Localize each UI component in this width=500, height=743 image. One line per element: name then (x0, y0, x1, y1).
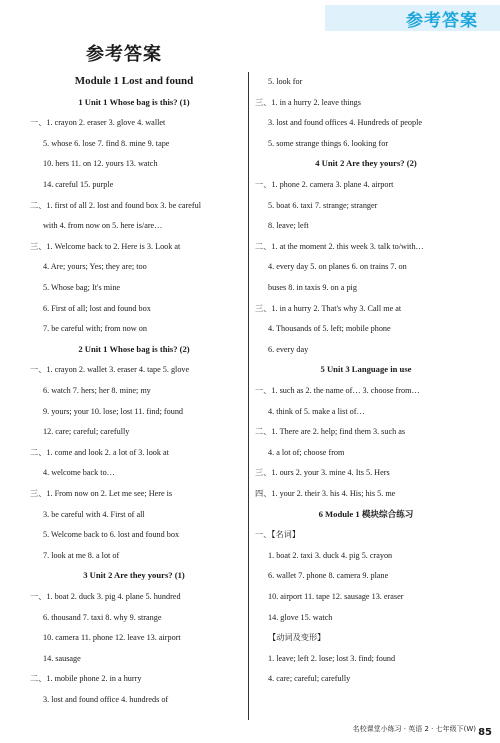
left-answer-line: 一、1. crayon 2. eraser 3. glove 4. wallet (30, 118, 166, 128)
left-answer-line: 一、1. crayon 2. wallet 3. eraser 4. tape 5. glove (30, 365, 190, 375)
left-answer-line: 6. watch 7. hers; her 8. mine; my (43, 386, 151, 395)
right-answer-line: 4. a lot of; choose from (268, 447, 345, 457)
left-answer-line: Module 1 Lost and found (74, 75, 194, 87)
left-answer-line: 14. sausage (43, 653, 81, 663)
right-answer-line: 4. think of 5. make a list of… (268, 406, 365, 416)
left-answer-line: 一、1. boat 2. duck 3. pig 4. plane 5. hundred (30, 592, 181, 601)
left-answer-line: 10. camera 11. phone 12. leave 13. airport (43, 633, 181, 643)
right-answer-line: 1. leave; left 2. lose; lost 3. find; found (268, 653, 396, 663)
left-answer-line: 4. Are; yours; Yes; they are; too (43, 262, 147, 272)
right-answer-line: 5. look for (268, 77, 303, 86)
right-answer-line: 4. Thousands of 5. left; mobile phone (268, 324, 391, 334)
page-number: 85 (478, 727, 492, 738)
right-answer-line: 三、1. in a hurry 2. That's why 3. Call me at (255, 303, 402, 313)
left-answer-line: 12. care; careful; carefully (43, 427, 130, 437)
right-answer-line: 一、【名词】 (255, 530, 301, 540)
left-answer-line: 5. Whose bag; It's mine (43, 283, 121, 292)
right-answer-line: buses 8. in taxis 9. on a pig (268, 283, 357, 292)
right-answer-line: 4 Unit 2 Are they yours? (2) (315, 158, 417, 169)
footer-text: 名校课堂小练习 · 英语 2 · 七年级下(W) (352, 725, 476, 733)
left-answer-line: 10. hers 11. on 12. yours 13. watch (43, 159, 158, 169)
left-answer-line: 3. be careful with 4. First of all (43, 509, 145, 519)
left-answer-line: with 4. from now on 5. here is/are… (43, 221, 163, 231)
right-answer-line: 二、1. at the moment 2. this week 3. talk to/with… (255, 241, 424, 251)
right-answer-line: 4. care; careful; carefully (268, 674, 351, 684)
right-answer-line: 5 Unit 3 Language in use (320, 364, 412, 375)
right-answer-line: 四、1. your 2. their 3. his 4. His; his 5. me (255, 489, 396, 498)
left-answer-line: 7. look at me 8. a lot of (43, 550, 120, 560)
page-title: 参考答案 (86, 44, 162, 65)
right-answer-line: 一、1. phone 2. camera 3. plane 4. airport (255, 180, 394, 189)
right-answer-line: 6. wallet 7. phone 8. camera 9. plane (268, 571, 389, 581)
right-answer-line: 6. every day (268, 344, 309, 354)
left-answer-line: 6. thousand 7. taxi 8. why 9. strange (43, 612, 162, 622)
left-answer-line: 三、1. From now on 2. Let me see; Here is (30, 489, 173, 498)
right-answer-line: 二、1. There are 2. help; find them 3. such as (255, 427, 406, 437)
right-answer-line: 一、1. such as 2. the name of… 3. choose from… (255, 386, 420, 395)
left-answer-line: 二、1. mobile phone 2. in a hurry (30, 674, 142, 684)
right-answer-line: 3. lost and found offices 4. Hundreds of people (268, 118, 423, 128)
left-answer-line: 三、1. Welcome back to 2. Here is 3. Look at (30, 241, 181, 251)
left-answer-line: 5. Welcome back to 6. lost and found box (43, 530, 180, 540)
left-answer-line: 5. whose 6. lose 7. find 8. mine 9. tape (43, 138, 170, 148)
right-answer-line: 10. airport 11. tape 12. sausage 13. eraser (268, 592, 404, 601)
banner-title: 参考答案 (406, 11, 478, 31)
right-answer-line: 【动词及变形】 (268, 633, 326, 643)
left-answer-line: 4. welcome back to… (43, 468, 115, 478)
left-answer-line: 14. careful 15. purple (43, 180, 114, 189)
right-answer-line: 5. some strange things 6. looking for (268, 138, 389, 148)
right-answer-line: 6 Module 1 模块综合练习 (318, 508, 414, 519)
left-answer-line: 3. lost and found office 4. hundreds of (43, 695, 169, 704)
left-answer-line: 二、1. come and look 2. a lot of 3. look at (30, 447, 169, 457)
left-answer-line: 9. yours; your 10. lose; lost 11. find; found (43, 406, 184, 416)
right-answer-line: 三、1. in a hurry 2. leave things (255, 97, 361, 107)
right-answer-line: 5. boat 6. taxi 7. strange; stranger (268, 200, 378, 210)
left-answer-line: 3 Unit 2 Are they yours? (1) (83, 570, 185, 581)
left-answer-line: 6. First of all; lost and found box (43, 303, 151, 313)
right-answer-line: 8. leave; left (268, 221, 309, 231)
right-answer-line: 14. glove 15. watch (268, 612, 333, 622)
right-answer-line: 三、1. ours 2. your 3. mine 4. Its 5. Hers (255, 468, 390, 478)
left-answer-line: 7. be careful with; from now on (43, 324, 147, 334)
left-answer-line: 2 Unit 1 Whose bag is this? (2) (78, 343, 190, 354)
left-answer-line: 1 Unit 1 Whose bag is this? (1) (78, 96, 190, 107)
right-answer-line: 1. boat 2. taxi 3. duck 4. pig 5. crayon (268, 550, 393, 560)
right-answer-line: 4. every day 5. on planes 6. on trains 7. on (268, 262, 407, 272)
left-answer-line: 二、1. first of all 2. lost and found box 3. be careful (30, 200, 201, 210)
